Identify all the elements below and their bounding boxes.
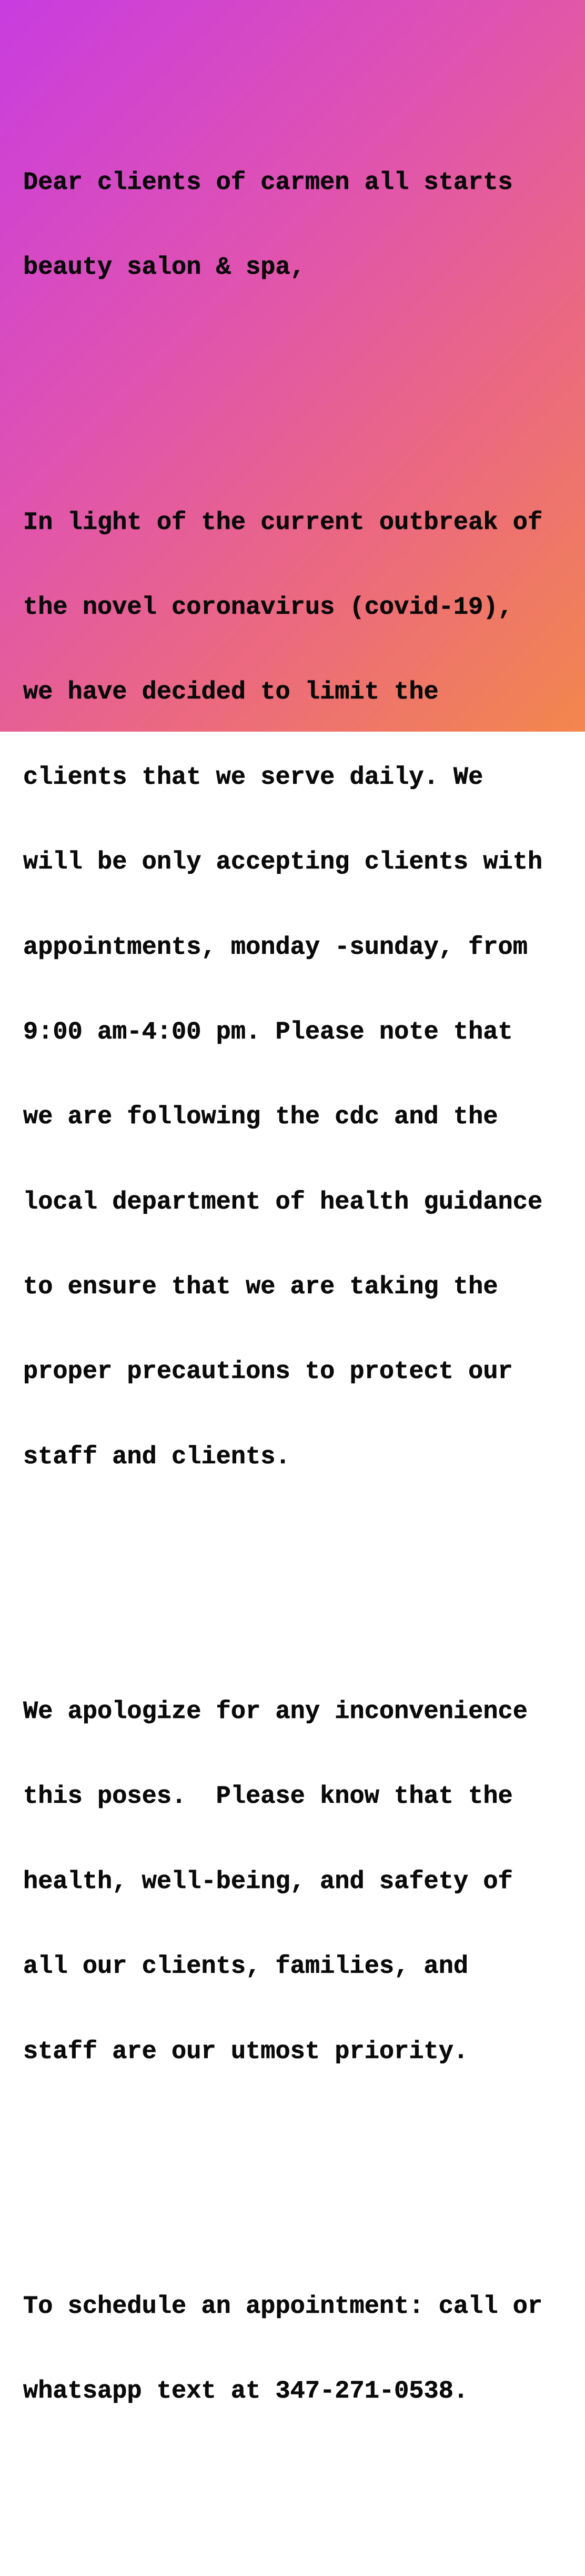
- apology-paragraph: [23, 1641, 570, 2123]
- apology-line: health, well-being, and safety of: [23, 1868, 513, 1896]
- greeting-paragraph: [23, 112, 570, 338]
- apology-line: We apologize for any inconvenience: [23, 1698, 528, 1726]
- announcement-line: appointments, monday -sunday, from: [23, 933, 528, 962]
- announcement-line: we are following the cdc and the: [23, 1103, 498, 1132]
- announcement-line: clients that we serve daily. We: [23, 763, 483, 792]
- announcement-line: the novel coronavirus (covid-19),: [23, 593, 513, 622]
- announcement-line: In light of the current outbreak of: [23, 508, 543, 537]
- announcement-paragraph: [23, 452, 570, 1528]
- announcement-line: 9:00 am-4:00 pm. Please note that: [23, 1018, 513, 1046]
- contact-line: To schedule an appointment: call or: [23, 2292, 543, 2321]
- announcement-line: local department of health guidance: [23, 1188, 543, 1216]
- apology-line: staff are our utmost priority.: [23, 2038, 469, 2066]
- announcement-line: staff and clients.: [23, 1443, 290, 1471]
- greeting-line: Dear clients of carmen all starts: [23, 168, 513, 197]
- announcement-line: we have decided to limit the: [23, 678, 439, 707]
- notice-text: [23, 27, 570, 2576]
- greeting-line: beauty salon & spa,: [23, 254, 305, 282]
- announcement-line: will be only accepting clients with: [23, 848, 543, 877]
- announcement-line: proper precautions to protect our: [23, 1358, 513, 1386]
- apology-line: all our clients, families, and: [23, 1953, 469, 1981]
- contact-phone-line: whatsapp text at 347-271-0538.: [23, 2378, 469, 2406]
- contact-paragraph: [23, 2236, 570, 2462]
- announcement-line: to ensure that we are taking the: [23, 1273, 498, 1302]
- apology-line: this poses. Please know that the: [23, 1783, 513, 1811]
